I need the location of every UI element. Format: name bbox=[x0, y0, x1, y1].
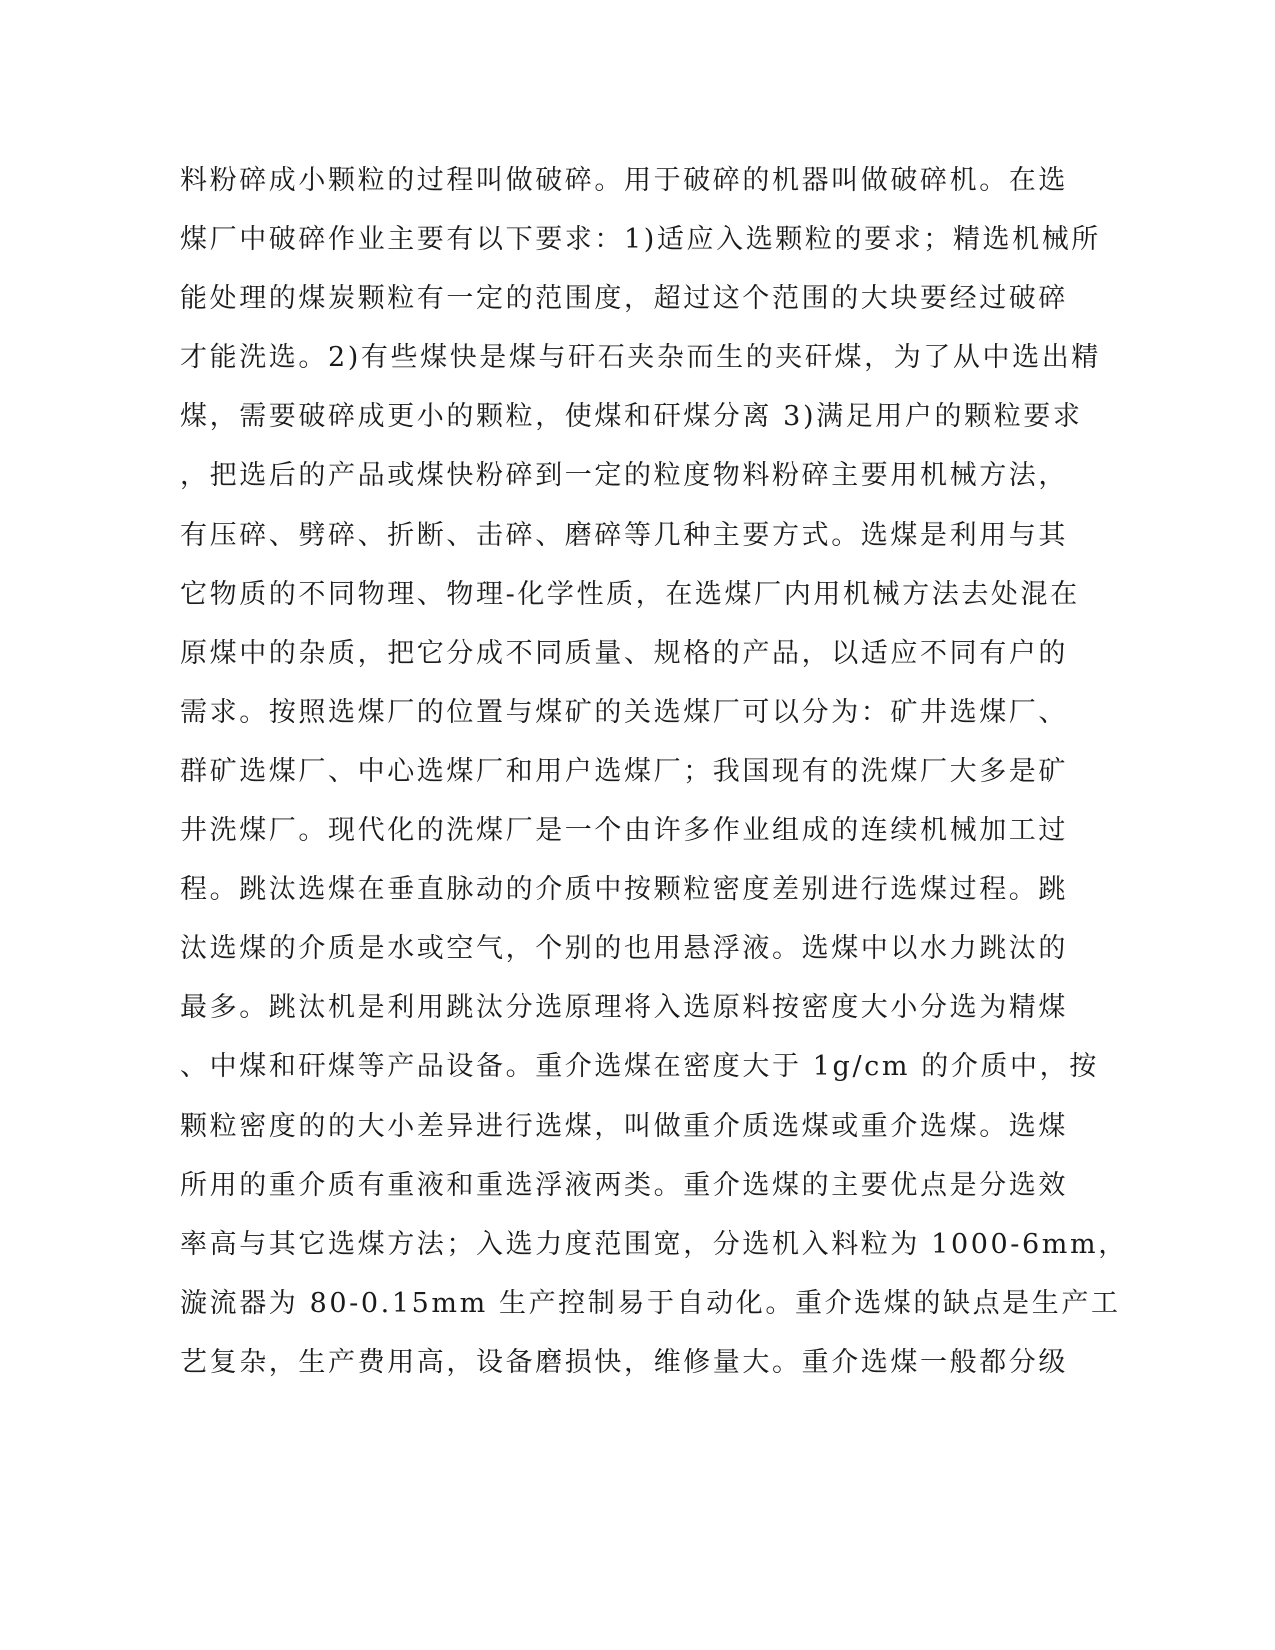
text-line: 原煤中的杂质，把它分成不同质量、规格的产品，以适应不同有户的 bbox=[180, 637, 1068, 669]
text-line: 汰选煤的介质是水或空气，个别的也用悬浮液。选煤中以水力跳汰的 bbox=[180, 933, 1068, 965]
text-line: 率高与其它选煤方法；入选力度范围宽，分选机入料粒为 1000-6mm， bbox=[180, 1228, 1128, 1260]
text-line: 艺复杂，生产费用高，设备磨损快，维修量大。重介选煤一般都分级 bbox=[180, 1346, 1068, 1378]
text-line: 颗粒密度的的大小差异进行选煤，叫做重介质选煤或重介选煤。选煤 bbox=[180, 1110, 1068, 1142]
text-line: 程。跳汰选煤在垂直脉动的介质中按颗粒密度差别进行选煤过程。跳 bbox=[180, 874, 1068, 906]
text-line: 料粉碎成小颗粒的过程叫做破碎。用于破碎的机器叫做破碎机。在选 bbox=[180, 165, 1068, 196]
text-line: 能处理的煤炭颗粒有一定的范围度，超过这个范围的大块要经过破碎 bbox=[180, 283, 1068, 315]
text-line: ，把选后的产品或煤快粉碎到一定的粒度物料粉碎主要用机械方法， bbox=[180, 460, 1068, 492]
text-line: 需求。按照选煤厂的位置与煤矿的关选煤厂可以分为：矿井选煤厂、 bbox=[180, 696, 1068, 728]
text-line: 井洗煤厂。现代化的洗煤厂是一个由许多作业组成的连续机械加工过 bbox=[180, 815, 1068, 847]
body-text bbox=[180, 156, 1128, 1397]
text-line: 它物质的不同物理、物理-化学性质，在选煤厂内用机械方法去处混在 bbox=[180, 578, 1080, 610]
text-line: 群矿选煤厂、中心选煤厂和用户选煤厂；我国现有的洗煤厂大多是矿 bbox=[180, 755, 1068, 787]
text-line: 最多。跳汰机是利用跳汰分选原理将入选原料按密度大小分选为精煤 bbox=[180, 992, 1068, 1024]
text-line: 才能洗选。2)有些煤快是煤与矸石夹杂而生的夹矸煤，为了从中选出精 bbox=[180, 342, 1101, 374]
text-line: 所用的重介质有重液和重选浮液两类。重介选煤的主要优点是分选效 bbox=[180, 1169, 1068, 1201]
text-line: 、中煤和矸煤等产品设备。重介选煤在密度大于 1g/cm 的介质中，按 bbox=[180, 1051, 1099, 1083]
text-line: 煤厂中破碎作业主要有以下要求：1)适应入选颗粒的要求；精选机械所 bbox=[180, 224, 1101, 256]
text-line: 煤，需要破碎成更小的颗粒，使煤和矸煤分离 3)满足用户的颗粒要求 bbox=[180, 401, 1083, 433]
text-line: 漩流器为 80-0.15mm 生产控制易于自动化。重介选煤的缺点是生产工 bbox=[180, 1287, 1121, 1319]
text-line: 有压碎、劈碎、折断、击碎、磨碎等几种主要方式。选煤是利用与其 bbox=[180, 519, 1068, 551]
